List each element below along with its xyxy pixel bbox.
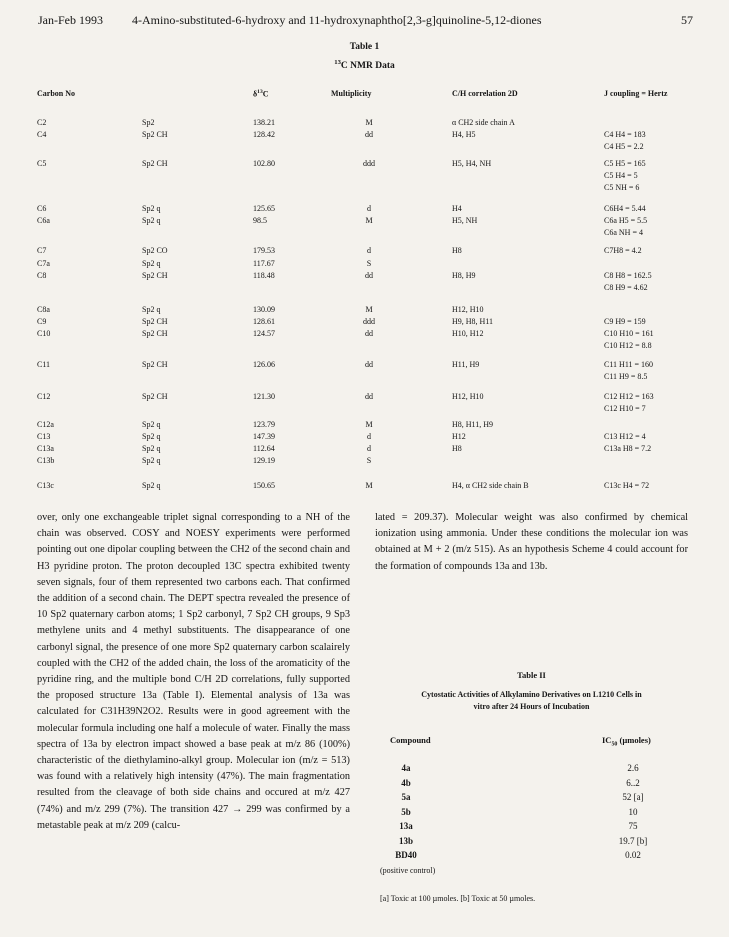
table1-carbon-number: C7a bbox=[37, 259, 50, 268]
table1-carbon-number: C2 bbox=[37, 118, 47, 127]
table1-carbon-number: C12a bbox=[37, 420, 54, 429]
table1-chemical-shift: 112.64 bbox=[253, 444, 275, 453]
table1-carbon-type: Sp2 q bbox=[142, 432, 161, 441]
table1-j-coupling: C6H4 = 5.44 bbox=[604, 204, 646, 213]
table1-carbon-type: Sp2 q bbox=[142, 259, 161, 268]
table1-multiplicity: dd bbox=[365, 130, 373, 139]
table1-carbon-type: Sp2 CH bbox=[142, 392, 168, 401]
table2-compound: 13b bbox=[398, 835, 413, 846]
table1-carbon-type: Sp2 q bbox=[142, 216, 161, 225]
table1-j-coupling: C13a H8 = 7.2 bbox=[604, 444, 652, 453]
table1-carbon-type: Sp2 q bbox=[142, 444, 161, 453]
table1-j-coupling: C7H8 = 4.2 bbox=[604, 246, 642, 255]
table1-ch-correlation: H12 bbox=[452, 432, 466, 441]
table1-j-coupling: C5 H4 = 5 bbox=[604, 171, 638, 180]
table1-carbon-type: Sp2 CH bbox=[142, 130, 168, 139]
table1-ch-correlation: H5, H4, NH bbox=[452, 159, 492, 168]
table1-header-shift: $\delta^{13}C$ bbox=[253, 89, 269, 99]
table1-subcaption: $^{13}$C NMR Data bbox=[334, 59, 395, 72]
table1-j-coupling: C11 H11 = 160 bbox=[604, 360, 654, 369]
table1-ch-correlation: H4 bbox=[452, 204, 462, 213]
table1-multiplicity: M bbox=[365, 118, 373, 127]
table1-carbon-number: C5 bbox=[37, 159, 47, 168]
table1-chemical-shift: 98.5 bbox=[253, 216, 267, 225]
body-text-right-column bbox=[375, 510, 688, 575]
table1-chemical-shift: 102.80 bbox=[253, 159, 275, 168]
table1-j-coupling: C10 H12 = 8.8 bbox=[604, 341, 652, 350]
table1-ch-correlation: H12, H10 bbox=[452, 392, 484, 401]
table1-carbon-number: C6 bbox=[37, 204, 47, 213]
table1-ch-correlation: H8, H11, H9 bbox=[452, 420, 494, 429]
table1-multiplicity: M bbox=[365, 481, 373, 490]
table1-header-multiplicity: Multiplicity bbox=[331, 89, 372, 98]
table1-chemical-shift: 117.67 bbox=[253, 259, 275, 268]
table1-j-coupling: C11 H9 = 8.5 bbox=[604, 372, 648, 381]
table1-j-coupling: C6a H5 = 5.5 bbox=[604, 216, 648, 225]
table1-j-coupling: C4 H5 = 2.2 bbox=[604, 142, 644, 151]
table1-carbon-number: C13c bbox=[37, 481, 54, 490]
table2-compound: 4b bbox=[401, 777, 411, 788]
table1-header-jcoupling: J coupling = Hertz bbox=[604, 89, 668, 98]
table1-j-coupling: C6a NH = 4 bbox=[604, 228, 643, 237]
table1-multiplicity: d bbox=[367, 204, 371, 213]
table1-carbon-number: C12 bbox=[37, 392, 51, 401]
table1-ch-correlation: H5, NH bbox=[452, 216, 478, 225]
table1-ch-correlation: H8 bbox=[452, 246, 462, 255]
table1-multiplicity: M bbox=[365, 305, 373, 314]
table1-carbon-number: C9 bbox=[37, 317, 47, 326]
table1-multiplicity: dd bbox=[365, 392, 373, 401]
table2-ic50-value: 6..2 bbox=[626, 777, 640, 788]
table2-header-ic50: $IC_{50}$ (µmoles) bbox=[602, 735, 651, 748]
paragraph-left: over, only one exchangeable triplet signal corresponding to a NH of the chain was observed. COSY and NOESY experiments were performed pointing out one dipolar coupling between the CH2 of the second chain and H3 pyridine proton. The proton decoupled 13C spectra exhibited twenty seven signals, four of them represented two carbons each. That confirmed the addition of a second chain. The DEPT spectra revealed the presence of 10 Sp2 quaternary carbon atoms; 1 Sp2 carbonyl, 7 Sp2 CH groups, 9 Sp3 methylene units and 4 methyl substituents. The disappearance of one carbonyl signal, the presence of one more Sp2 quaternary carbon scalairely coupled with the CH2 of the added chain, the loss of the aromaticity of the pyridine ring, and the multiple bond C/H 2D correlations, fully supported the proposed structure 13a (Table I). Elemental analysis of 13a was calculated for C31H39N2O2. Results were in good agreement with the molecular formula including one half a molecule of water. Finally the mass spectra of 13a by electron impact showed a base peak at m/z 86 (100%) characteristic of the diethylamino-alkyl group. Molecular ion (m/z = 513) was found with a relatively high intensity (47%). The main fragmentation resulted from the cleavage of both side chains and occured at m/z 427 (74%) and m/z 299 (7%). The transition 427 → 299 was confirmed by a metastable peak at m/z 209 (calcu- bbox=[37, 512, 350, 831]
table2-ic50-value: 2.6 bbox=[627, 763, 639, 773]
table1-carbon-type: Sp2 CH bbox=[142, 317, 168, 326]
table1-multiplicity: dd bbox=[365, 360, 373, 369]
table1-carbon-type: Sp2 CH bbox=[142, 159, 168, 168]
table1-ch-correlation: H11, H9 bbox=[452, 360, 480, 369]
table1-ch-correlation: H10, H12 bbox=[452, 329, 484, 338]
table1-carbon-number: C13a bbox=[37, 444, 54, 453]
table2-footnote: [a] Toxic at 100 µmoles. [b] Toxic at 50 µmoles. bbox=[380, 894, 536, 903]
table1-carbon-number: C13 bbox=[37, 432, 51, 441]
table2-title-line2: vitro after 24 Hours of Incubation bbox=[473, 702, 590, 711]
table1-chemical-shift: 125.65 bbox=[253, 204, 275, 213]
table1-caption: Table 1 bbox=[349, 42, 380, 52]
table1-chemical-shift: 128.61 bbox=[253, 317, 275, 326]
table1-j-coupling: C9 H9 = 159 bbox=[604, 317, 646, 326]
running-header-title: 4-Amino-substituted-6-hydroxy and 11-hydroxynaphtho[2,3-g]quinoline-5,12-diones bbox=[132, 13, 542, 27]
table1-ch-correlation: α CH2 side chain A bbox=[452, 118, 515, 127]
table1-multiplicity: d bbox=[367, 444, 371, 453]
table1-carbon-number: C4 bbox=[37, 130, 47, 139]
table1-carbon-type: Sp2 q bbox=[142, 305, 161, 314]
table1-carbon-type: Sp2 CH bbox=[142, 360, 168, 369]
table1-chemical-shift: 130.09 bbox=[253, 305, 275, 314]
table1-carbon-type: Sp2 q bbox=[142, 481, 161, 490]
table1-header-correlation: C/H correlation 2D bbox=[452, 89, 518, 98]
table1-carbon-type: Sp2 CH bbox=[142, 329, 168, 338]
table1-carbon-type: Sp2 q bbox=[142, 204, 161, 213]
table2-ic50-value: 75 bbox=[628, 821, 638, 831]
table1-multiplicity: dd bbox=[365, 329, 373, 338]
table2-caption: Table II bbox=[517, 670, 546, 680]
table1-j-coupling: C8 H8 = 162.5 bbox=[604, 271, 652, 280]
table1-j-coupling: C5 H5 = 165 bbox=[604, 159, 646, 168]
table1-chemical-shift: 123.79 bbox=[253, 420, 275, 429]
table1-carbon-number: C7 bbox=[37, 246, 47, 255]
table1-chemical-shift: 179.53 bbox=[253, 246, 275, 255]
table2-control-note: (positive control) bbox=[380, 866, 436, 875]
table1-multiplicity: d bbox=[367, 246, 371, 255]
table1-ch-correlation: H8, H9 bbox=[452, 271, 476, 280]
table1-j-coupling: C13 H12 = 4 bbox=[604, 432, 646, 441]
table1-carbon-number: C10 bbox=[37, 329, 51, 338]
table1-ch-correlation: H9, H8, H11 bbox=[452, 317, 494, 326]
table1-chemical-shift: 128.42 bbox=[253, 130, 275, 139]
table2-compound: 4a bbox=[401, 763, 411, 773]
table2-compound: 13a bbox=[399, 821, 413, 831]
table1-carbon-number: C6a bbox=[37, 216, 50, 225]
table1-carbon-type: Sp2 bbox=[142, 118, 155, 127]
table1-chemical-shift: 147.39 bbox=[253, 432, 275, 441]
table1-carbon-type: Sp2 CH bbox=[142, 271, 168, 280]
table1-chemical-shift: 129.19 bbox=[253, 456, 275, 465]
table1-j-coupling: C12 H12 = 163 bbox=[604, 392, 654, 401]
table2-title-line1: Cytostatic Activities of Alkylamino Derivatives on L1210 Cells in bbox=[421, 690, 642, 699]
paragraph-right: lated = 209.37). Molecular weight was also confirmed by chemical ionization using ammonia. Under these conditions the molecular ion was obtained at M + 2 (m/z 515). As an hypothesis Scheme 4 could account for the formation of compounds 13a and 13b. bbox=[375, 512, 688, 572]
table1-j-coupling: C5 NH = 6 bbox=[604, 183, 640, 192]
table1-multiplicity: M bbox=[365, 216, 373, 225]
table1-ch-correlation: H8 bbox=[452, 444, 462, 453]
table2-header-compound: Compound bbox=[390, 735, 431, 745]
table1-multiplicity: S bbox=[366, 456, 372, 465]
table1-multiplicity: ddd bbox=[363, 317, 375, 326]
page-number: 57 bbox=[681, 13, 693, 27]
table1-j-coupling: C4 H4 = 183 bbox=[604, 130, 646, 139]
table1-j-coupling: C13c H4 = 72 bbox=[604, 481, 650, 490]
table1-chemical-shift: 150.65 bbox=[253, 481, 275, 490]
table1-carbon-number: C8 bbox=[37, 271, 47, 280]
table1-j-coupling: C8 H9 = 4.62 bbox=[604, 283, 648, 292]
body-text-left-column bbox=[37, 510, 350, 834]
table1-carbon-number: C8a bbox=[37, 305, 50, 314]
table1-chemical-shift: 118.48 bbox=[253, 271, 275, 280]
table1-ch-correlation: H4, H5 bbox=[452, 130, 476, 139]
table1-carbon-number: C13b bbox=[37, 456, 55, 465]
table2-ic50-value: 19.7 [b] bbox=[618, 835, 648, 846]
table1-ch-correlation: H4, α CH2 side chain B bbox=[452, 481, 529, 490]
table1-header-carbon: Carbon No bbox=[37, 89, 76, 98]
table1-chemical-shift: 124.57 bbox=[253, 329, 275, 338]
table1-j-coupling: C10 H10 = 161 bbox=[604, 329, 654, 338]
table1-multiplicity: M bbox=[365, 420, 373, 429]
running-header-date: Jan-Feb 1993 bbox=[38, 13, 103, 27]
table1-multiplicity: S bbox=[366, 259, 372, 268]
table1-chemical-shift: 126.06 bbox=[253, 360, 275, 369]
table1-carbon-type: Sp2 q bbox=[142, 420, 161, 429]
table2-compound: 5b bbox=[401, 806, 411, 817]
table1-carbon-type: Sp2 CO bbox=[142, 246, 168, 255]
table1-multiplicity: d bbox=[367, 432, 371, 441]
table1-carbon-type: Sp2 q bbox=[142, 456, 161, 465]
table1-multiplicity: ddd bbox=[363, 159, 375, 168]
table2-compound: 5a bbox=[401, 792, 411, 802]
table2-compound: BD40 bbox=[395, 850, 417, 860]
table1-ch-correlation: H12, H10 bbox=[452, 305, 484, 314]
table2-ic50-value: 0.02 bbox=[625, 850, 641, 860]
table1-multiplicity: dd bbox=[365, 271, 373, 280]
table1-j-coupling: C12 H10 = 7 bbox=[604, 404, 646, 413]
table2-ic50-value: 52 [a] bbox=[622, 792, 644, 802]
table1-chemical-shift: 138.21 bbox=[253, 118, 275, 127]
table1-chemical-shift: 121.30 bbox=[253, 392, 275, 401]
table1-carbon-number: C11 bbox=[37, 360, 51, 369]
table2-ic50-value: 10 bbox=[628, 806, 638, 817]
